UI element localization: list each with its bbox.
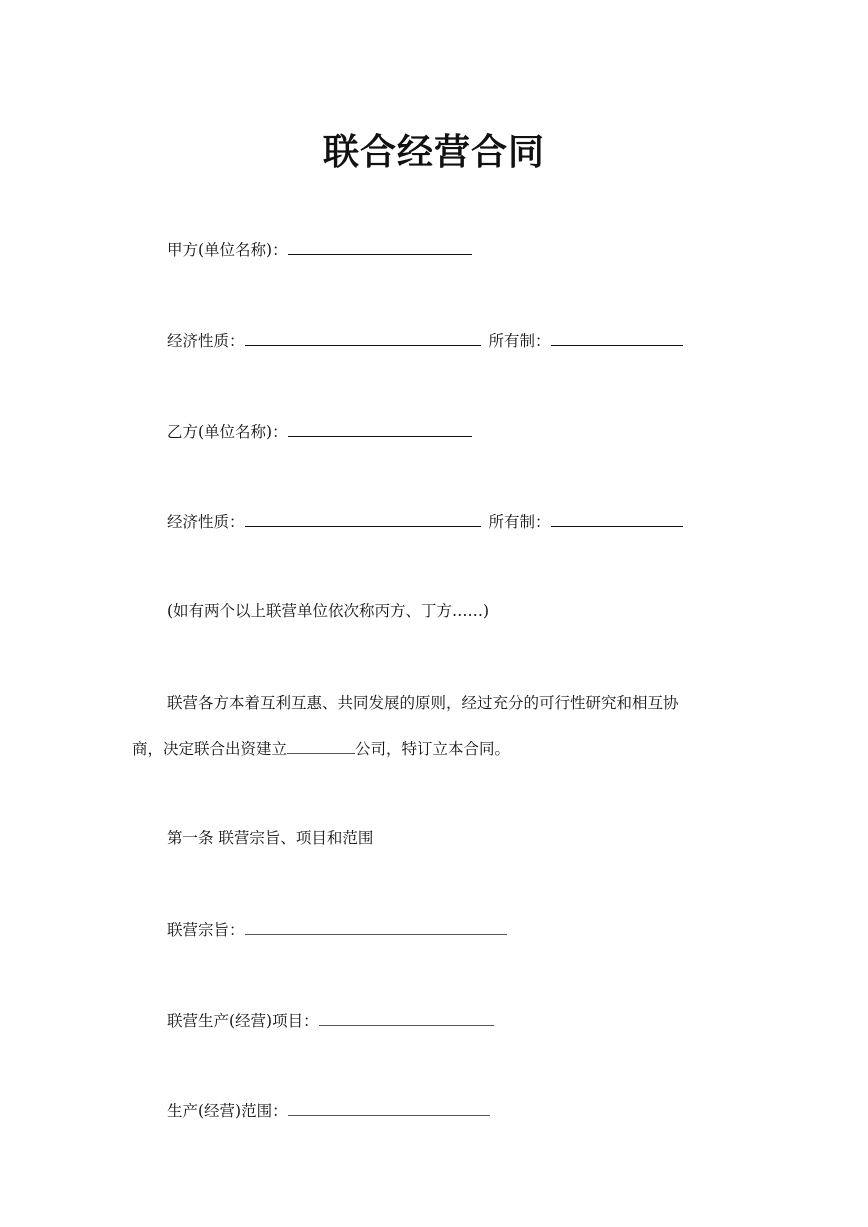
party-b-row [167,420,472,443]
party-b-nature-row [167,510,683,533]
party-b-name-blank[interactable] [288,420,472,437]
intro-line-2-suffix: 公司，特订立本合同。 [355,740,511,758]
party-b-ownership-label: 所有制： [488,513,551,531]
party-b-ownership-blank[interactable] [551,510,683,527]
party-a-row [167,238,472,261]
intro-line-1: 联营各方本着互利互惠、共同发展的原则，经过充分的可行性研究和相互协 [167,694,679,712]
purpose-blank[interactable] [245,918,507,935]
party-b-nature-label: 经济性质： [167,513,245,531]
project-row [167,1009,494,1032]
party-a-ownership-blank[interactable] [551,329,683,346]
purpose-label: 联营宗旨： [167,921,245,939]
party-b-nature-blank[interactable] [245,510,481,527]
company-name-blank[interactable] [287,737,355,754]
scope-label: 生产(经营)范围： [167,1102,288,1120]
party-a-nature-label: 经济性质： [167,332,245,350]
party-a-nature-row [167,329,683,352]
party-b-label: 乙方(单位名称)： [167,423,288,441]
project-label: 联营生产(经营)项目： [167,1012,319,1030]
article-1-heading: 第一条 联营宗旨、项目和范围 [167,829,374,847]
scope-blank[interactable] [288,1099,490,1116]
purpose-row [167,918,507,941]
intro-line-2-prefix: 商，决定联合出资建立 [132,740,288,758]
party-a-ownership-label: 所有制： [488,332,551,350]
document-title: 联合经营合同 [322,131,545,173]
project-blank[interactable] [319,1009,494,1026]
party-a-nature-blank[interactable] [245,329,481,346]
scope-row [167,1099,490,1122]
additional-parties-note: (如有两个以上联营单位依次称丙方、丁方……) [167,602,490,620]
party-a-label: 甲方(单位名称)： [167,241,288,259]
intro-line-2 [132,737,510,760]
party-a-name-blank[interactable] [288,238,472,255]
